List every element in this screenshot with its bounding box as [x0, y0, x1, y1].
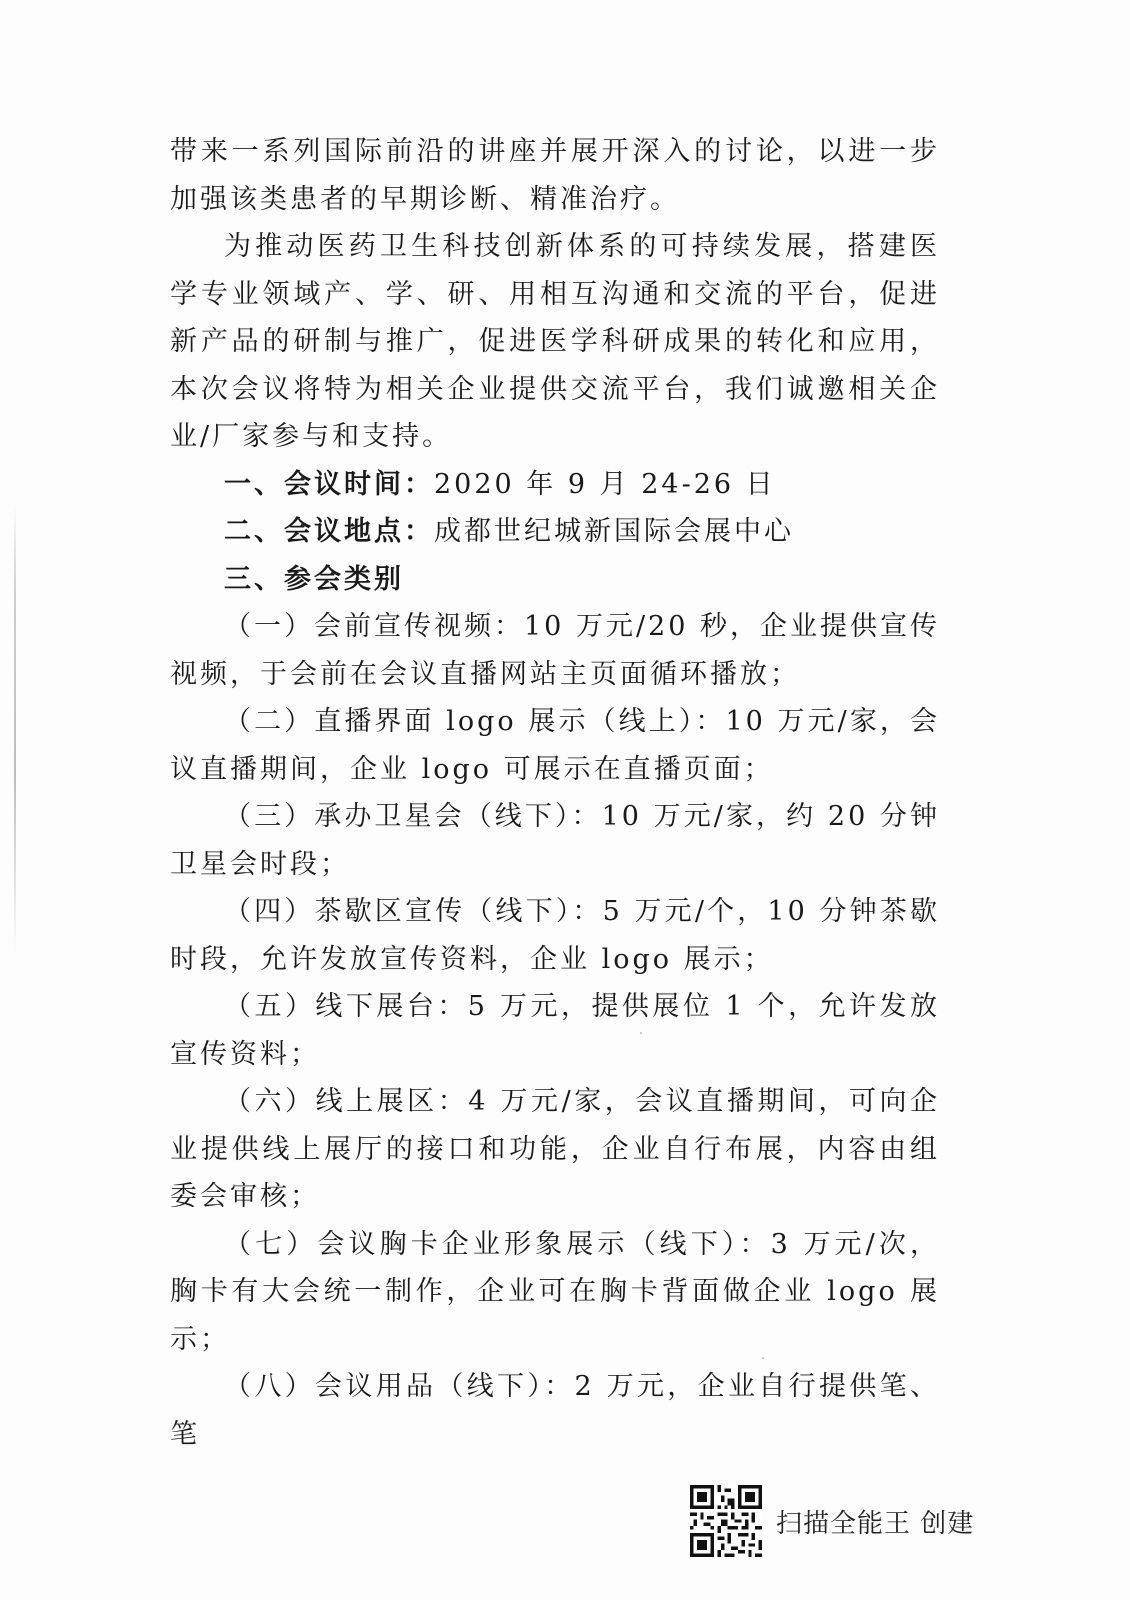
heading-label: 三、参会类别 [224, 563, 404, 595]
scanner-watermark [690, 1485, 974, 1557]
document-body [170, 128, 940, 1458]
qr-code-icon [690, 1485, 762, 1557]
scan-edge-shadow [14, 500, 16, 960]
list-item: （八）会议用品（线下）：2 万元，企业自行提供笔、笔 [170, 1371, 940, 1450]
list-item: （五）线下展台：5 万元，提供展位 1 个，允许发放宣传资料； [170, 991, 940, 1070]
section-heading-time [170, 461, 940, 509]
scan-speck [762, 1357, 764, 1359]
list-item: （七）会议胸卡企业形象展示（线下）：3 万元/次，胸卡有大会统一制作，企业可在胸卡背面做企业 logo 展示； [170, 1228, 940, 1355]
paragraph: 为推动医药卫生科技创新体系的可持续发展，搭建医学专业领域产、学、研、用相互沟通和交流的平台，促进新产品的研制与推广，促进医学科研成果的转化和应用，本次会议将特为相关企业提供交流平台，我们诚邀相关企业/厂家参与和支持。 [170, 231, 940, 452]
heading-value: 成都世纪城新国际会展中心 [434, 516, 794, 547]
list-item: （三）承办卫星会（线下）：10 万元/家，约 20 分钟卫星会时段； [170, 801, 940, 880]
list-item: （二）直播界面 logo 展示（线上）：10 万元/家，会议直播期间，企业 logo 可展示在直播页面； [170, 706, 940, 785]
list-item: （六）线上展区：4 万元/家，会议直播期间，可向企业提供线上展厅的接口和功能，企业自行布展，内容由组委会审核； [170, 1086, 940, 1212]
watermark-text: 扫描全能王 创建 [776, 1508, 975, 1539]
paragraph: 带来一系列国际前沿的讲座并展开深入的讨论，以进一步加强该类患者的早期诊断、精准治疗。 [170, 136, 940, 215]
scan-speck [640, 1032, 642, 1034]
heading-value: 2020 年 9 月 24-26 日 [434, 468, 776, 500]
section-heading-categories [170, 556, 940, 604]
section-heading-venue [170, 508, 940, 556]
list-item: （四）茶歇区宣传（线下）：5 万元/个，10 分钟茶歇时段，允许发放宣传资料，企业 logo 展示； [170, 896, 940, 975]
heading-label: 一、会议时间： [224, 468, 434, 500]
list-item: （一）会前宣传视频：10 万元/20 秒，企业提供宣传视频，于会前在会议直播网站主页面循环播放； [170, 611, 940, 690]
heading-label: 二、会议地点： [224, 516, 434, 547]
